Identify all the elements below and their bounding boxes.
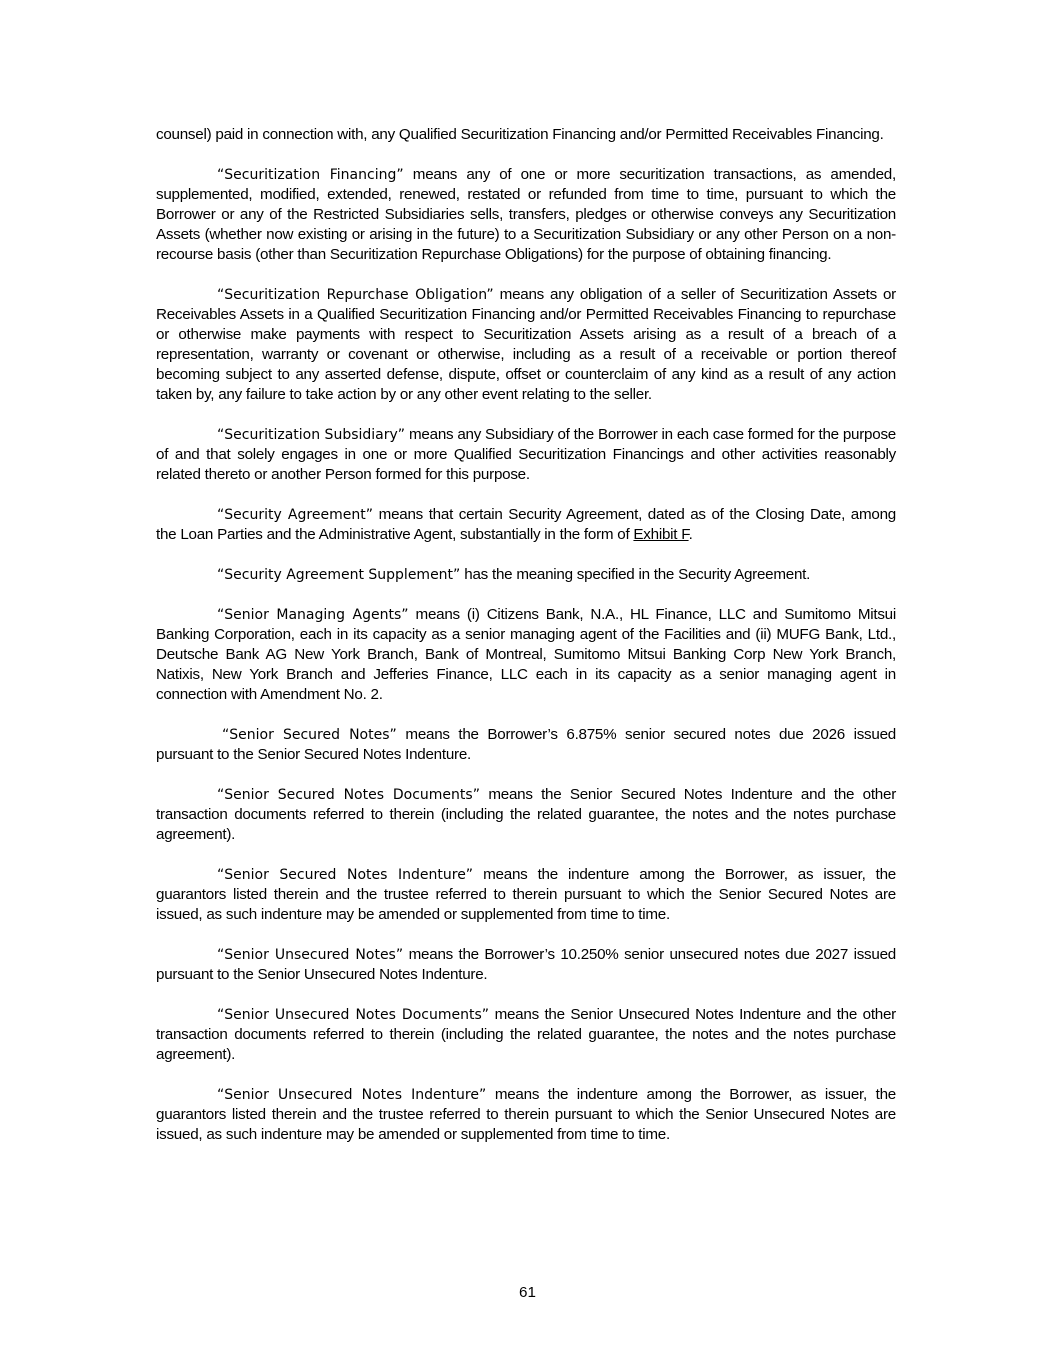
defined-term: “Senior Secured Notes” bbox=[222, 727, 397, 743]
definition-text: means that certain Security Agreement, dated as of the Closing Date, among the Loan Parties and the Administrative Agent, substantially in the form of bbox=[156, 506, 896, 543]
defined-term: “Security Agreement” bbox=[217, 507, 373, 523]
paragraph-text: counsel) paid in connection with, any Qualified Securitization Financing and/or Permitted Receivables Financing. bbox=[156, 126, 884, 143]
exhibit-f-reference: Exhibit F bbox=[633, 526, 689, 543]
defined-term: “Securitization Repurchase Obligation” bbox=[217, 287, 494, 303]
defined-term: “Senior Managing Agents” bbox=[217, 607, 409, 623]
definition-senior-managing-agents bbox=[156, 605, 896, 705]
definition-text: means the Senior Secured Notes Indenture and the other transaction documents referred to therein (including the related guarantee, the notes and the notes purchase agreement). bbox=[156, 786, 897, 843]
definition-securitization-financing bbox=[156, 165, 896, 265]
paragraph-continued bbox=[156, 125, 896, 145]
definition-text: has the meaning specified in the Security Agreement. bbox=[460, 566, 811, 583]
definition-security-agreement bbox=[156, 505, 896, 545]
definition-text: means any of one or more securitization transactions, as amended, supplemented, modified, extended, renewed, restated or refunded from time to time, pursuant to which the Borrower or any of the Restricted Subsidiaries sells, transfers, pledges or otherwise conveys any Securitization Assets (whether now existing or arising in the future) to a Securitization Subsidiary or any other Person on a non-recourse basis (other than Securitization Repurchase Obligations) for the purpose of obtaining financing. bbox=[156, 166, 896, 263]
definition-senior-secured-notes bbox=[156, 725, 896, 765]
definition-security-agreement-supplement bbox=[156, 565, 896, 585]
definition-text: means the indenture among the Borrower, as issuer, the guarantors listed therein and the trustee referred to therein pursuant to which the Senior Secured Notes are issued, as such indenture may be amended or supplemented from time to time. bbox=[156, 866, 896, 923]
defined-term: “Senior Secured Notes Indenture” bbox=[217, 867, 474, 883]
defined-term: “Securitization Subsidiary” bbox=[217, 427, 406, 443]
definition-securitization-subsidiary bbox=[156, 425, 896, 485]
definition-senior-unsecured-notes-documents bbox=[156, 1005, 896, 1065]
defined-term: “Senior Unsecured Notes” bbox=[217, 947, 404, 963]
definition-senior-unsecured-notes-indenture bbox=[156, 1085, 896, 1145]
definition-text: means the Senior Unsecured Notes Indenture and the other transaction documents referred to therein (including the related guarantee, the notes and the notes purchase agreement). bbox=[156, 1006, 896, 1063]
definition-text: means the Borrower’s 6.875% senior secured notes due 2026 issued pursuant to the Senior Secured Notes Indenture. bbox=[156, 726, 896, 763]
defined-term: “Senior Unsecured Notes Documents” bbox=[217, 1007, 490, 1023]
definition-senior-secured-notes-documents bbox=[156, 785, 896, 845]
document-body bbox=[156, 125, 896, 1165]
defined-term: “Senior Unsecured Notes Indenture” bbox=[217, 1087, 487, 1103]
defined-term: “Securitization Financing” bbox=[217, 167, 404, 183]
definition-senior-unsecured-notes bbox=[156, 945, 896, 985]
definition-text: means (i) Citizens Bank, N.A., HL Finance, LLC and Sumitomo Mitsui Banking Corporation, each in its capacity as a senior managing agent of the Facilities and (ii) MUFG Bank, Ltd., Deutsche Bank AG New York Branch, Bank of Montreal, Sumitomo Mitsui Banking Corp New York Branch, Natixis, New York Branch and Jefferies Finance, LLC each in its capacity as a senior managing agent in connection with Amendment No. 2. bbox=[156, 606, 896, 703]
definition-securitization-repurchase-obligation bbox=[156, 285, 896, 405]
definition-tail: . bbox=[688, 526, 693, 543]
definition-senior-secured-notes-indenture bbox=[156, 865, 896, 925]
page-number: 61 bbox=[519, 1284, 536, 1301]
defined-term: “Senior Secured Notes Documents” bbox=[217, 787, 480, 803]
definition-text: means any Subsidiary of the Borrower in each case formed for the purpose of and that solely engages in one or more Qualified Securitization Financings and other activities reasonably related thereto or another Person formed for this purpose. bbox=[156, 426, 896, 483]
definition-text: means any obligation of a seller of Securitization Assets or Receivables Assets in a Qualified Securitization Financing and/or Permitted Receivables Financing to repurchase or otherwise make payments with respect to Securitization Assets arising as a result of a breach of a representation, warranty or covenant or otherwise, including as a result of a receivable or portion thereof becoming subject to any asserted defense, dispute, offset or counterclaim of any kind as a result of any action taken by, any failure to take action by or any other event relating to the seller. bbox=[156, 286, 896, 403]
defined-term: “Security Agreement Supplement” bbox=[217, 567, 461, 583]
definition-text: means the Borrower’s 10.250% senior unsecured notes due 2027 issued pursuant to the Senior Unsecured Notes Indenture. bbox=[156, 946, 896, 983]
definition-text: means the indenture among the Borrower, as issuer, the guarantors listed therein and the trustee referred to therein pursuant to which the Senior Unsecured Notes are issued, as such indenture may be amended or supplemented from time to time. bbox=[156, 1086, 896, 1143]
